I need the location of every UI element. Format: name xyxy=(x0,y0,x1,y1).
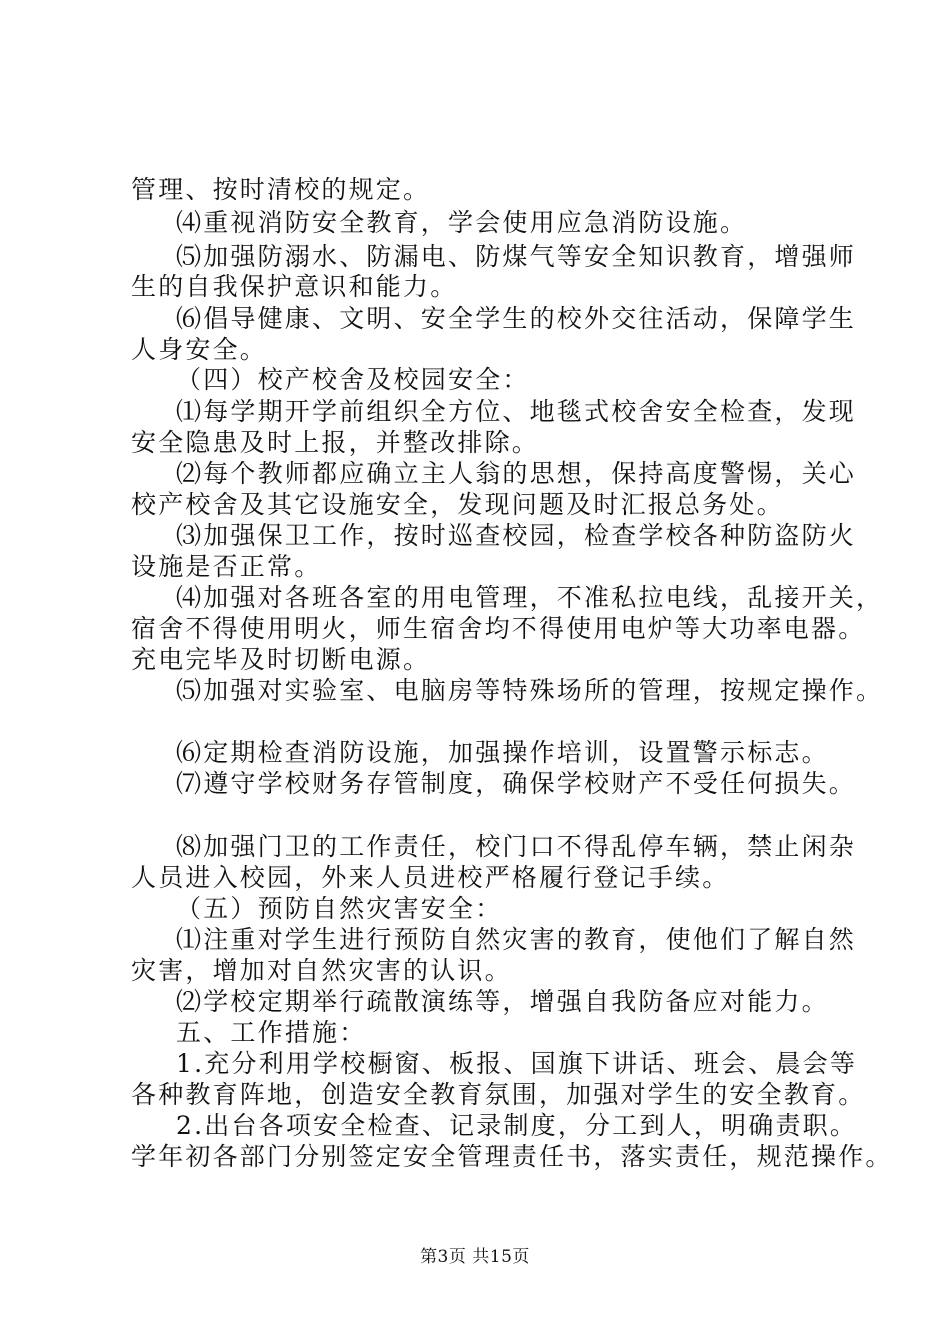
list-item-line: ⑹倡导健康、文明、安全学生的校外交往活动，保障学生 xyxy=(176,304,857,333)
list-item-line: ⑹定期检查消防设施，加强操作培训，设置警示标志。 xyxy=(176,738,829,767)
list-item-line: ⑸加强防溺水、防漏电、防煤气等安全知识教育，增强师 xyxy=(176,242,857,271)
list-item-line: ⑻加强门卫的工作责任，校门口不得乱停车辆，禁止闲杂 xyxy=(176,832,857,861)
list-item-line: ⑺遵守学校财务存管制度，确保学校财产不受任何损失。 xyxy=(176,769,857,798)
body-text-line: 设施是否正常。 xyxy=(131,552,322,581)
body-text-line: 学年初各部门分别签定安全管理责任书，落实责任，规范操作。 xyxy=(131,1142,893,1171)
page-number-footer: 第3页 共15页 xyxy=(420,1247,530,1267)
list-item-line: ⑶加强保卫工作，按时巡查校园，检查学校各种防盗防火 xyxy=(176,521,857,550)
list-item-line: ⑷加强对各班各室的用电管理，不准私拉电线，乱接开关， xyxy=(176,583,884,612)
section-heading: （五）预防自然灾害安全： xyxy=(176,894,503,923)
section-heading: （四）校产校舍及校园安全： xyxy=(176,365,530,394)
list-item-line: 2.出台各项安全检查、记录制度，分工到人，明确责职。 xyxy=(176,1111,858,1140)
body-text-line: 生的自我保护意识和能力。 xyxy=(131,272,458,301)
section-heading: 五、工作措施： xyxy=(176,1018,367,1047)
list-item-line: ⑴每学期开学前组织全方位、地毯式校舍安全检查，发现 xyxy=(176,397,857,426)
body-text-line: 管理、按时清校的规定。 xyxy=(131,175,431,204)
body-text-line: 充电完毕及时切断电源。 xyxy=(131,645,431,674)
body-text-line: 人身安全。 xyxy=(131,335,268,364)
list-item-line: 1.充分利用学校橱窗、板报、国旗下讲话、班会、晨会等 xyxy=(176,1049,858,1078)
body-text-line: 校产校舍及其它设施安全，发现问题及时汇报总务处。 xyxy=(131,490,784,519)
list-item-line: ⑵每个教师都应确立主人翁的思想，保持高度警惕，关心 xyxy=(176,459,857,488)
list-item-line: ⑸加强对实验室、电脑房等特殊场所的管理，按规定操作。 xyxy=(176,676,884,705)
body-text-line: 灾害，增加对自然灾害的认识。 xyxy=(131,956,512,985)
body-text-line: 宿舍不得使用明火，师生宿舍均不得使用电炉等大功率电器。 xyxy=(131,614,866,643)
body-text-line: 人员进入校园，外来人员进校严格履行登记手续。 xyxy=(131,863,730,892)
body-text-line: 安全隐患及时上报，并整改排除。 xyxy=(131,428,540,457)
list-item-line: ⑴注重对学生进行预防自然灾害的教育，使他们了解自然 xyxy=(176,925,857,954)
list-item-line: ⑵学校定期举行疏散演练等，增强自我防备应对能力。 xyxy=(176,987,829,1016)
body-text-line: 各种教育阵地，创造安全教育氛围，加强对学生的安全教育。 xyxy=(131,1080,866,1109)
list-item-line: ⑷重视消防安全教育，学会使用应急消防设施。 xyxy=(176,208,748,237)
